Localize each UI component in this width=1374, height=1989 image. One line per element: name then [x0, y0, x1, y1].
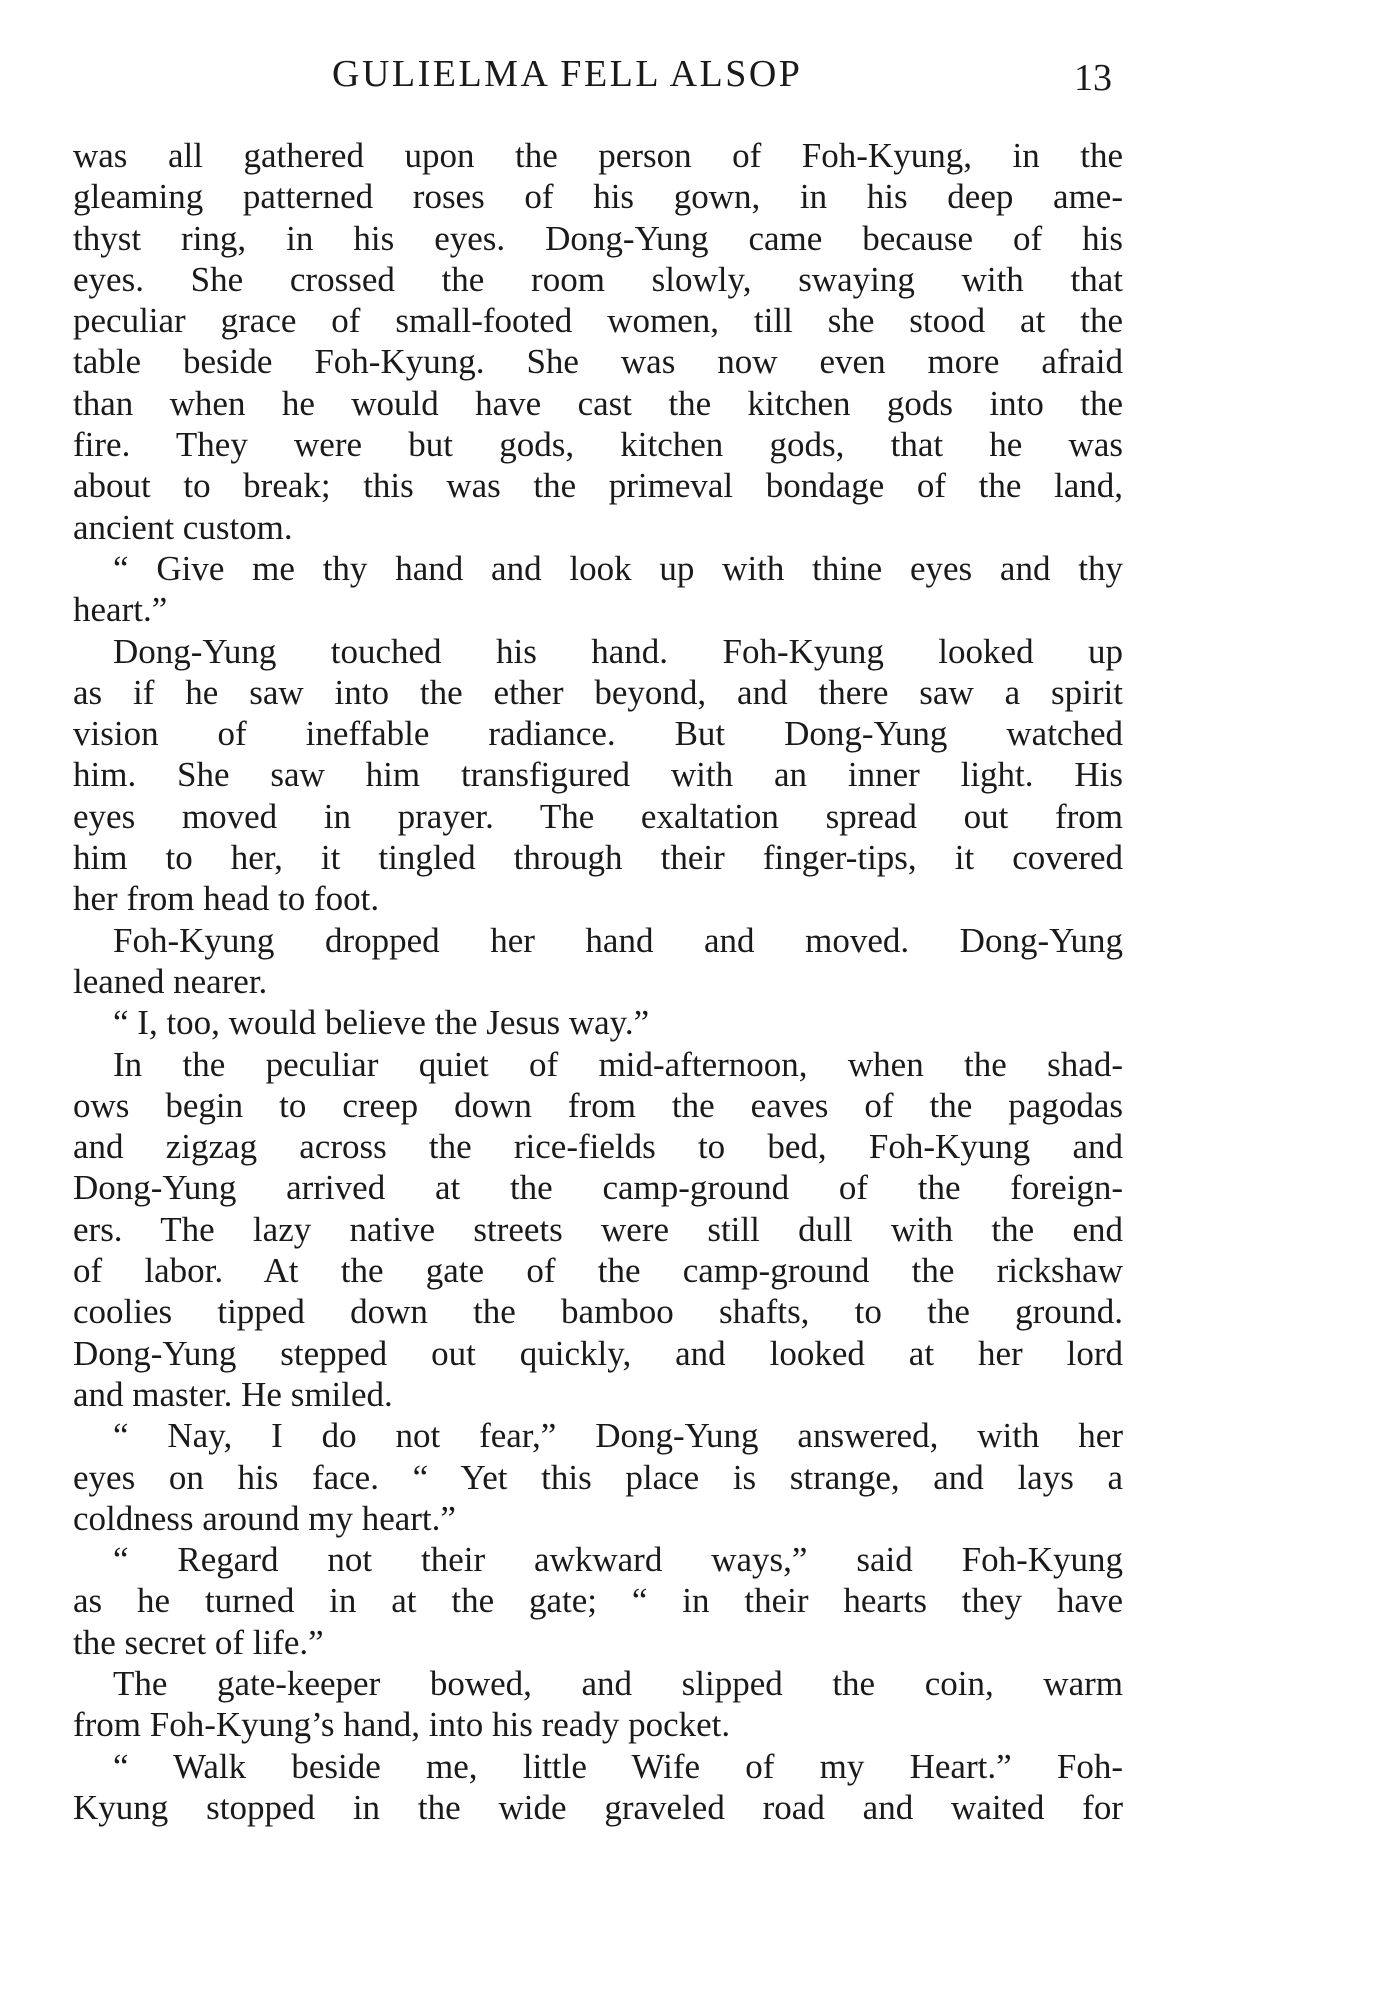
text-line: “ Regard not their awkward ways,” said Foh-Kyung	[113, 1540, 1123, 1580]
text-line: “ I, too, would believe the Jesus way.”	[113, 1003, 650, 1043]
text-line: him. She saw him transfigured with an inner light. His	[73, 755, 1123, 795]
text-line: gleaming patterned roses of his gown, in his deep ame-	[73, 177, 1123, 217]
text-line: In the peculiar quiet of mid-afternoon, when the shad-	[113, 1044, 1123, 1084]
running-title: GULIELMA FELL ALSOP	[332, 53, 803, 95]
text-line: vision of ineffable radiance. But Dong-Yung watched	[73, 714, 1123, 754]
text-line: of labor. At the gate of the camp-ground the rickshaw	[73, 1251, 1123, 1291]
text-line: the secret of life.”	[73, 1622, 324, 1662]
text-line: Foh-Kyung dropped her hand and moved. Dong-Yung	[113, 920, 1123, 960]
text-line: peculiar grace of small-footed women, till she stood at the	[73, 301, 1123, 341]
text-line: “ Walk beside me, little Wife of my Heart.” Foh-	[113, 1746, 1123, 1786]
text-line: thyst ring, in his eyes. Dong-Yung came because of his	[73, 218, 1123, 258]
text-line: and zigzag across the rice-fields to bed, Foh-Kyung and	[73, 1127, 1123, 1167]
text-line: “ Nay, I do not fear,” Dong-Yung answered, with her	[113, 1416, 1123, 1456]
text-line: “ Give me thy hand and look up with thine eyes and thy	[113, 548, 1123, 588]
text-line: eyes. She crossed the room slowly, swaying with that	[73, 259, 1123, 299]
text-line: ows begin to creep down from the eaves of the pagodas	[73, 1085, 1123, 1125]
text-line: about to break; this was the primeval bondage of the land,	[73, 466, 1123, 506]
text-line: ancient custom.	[73, 507, 293, 547]
text-line: Dong-Yung stepped out quickly, and looked at her lord	[73, 1333, 1123, 1373]
text-line: ers. The lazy native streets were still dull with the end	[73, 1209, 1123, 1249]
text-line: was all gathered upon the person of Foh-Kyung, in the	[73, 136, 1123, 175]
text-line: eyes moved in prayer. The exaltation spread out from	[73, 796, 1123, 836]
text-line: eyes on his face. “ Yet this place is strange, and lays a	[73, 1457, 1123, 1497]
text-line: Kyung stopped in the wide graveled road and waited for	[73, 1787, 1123, 1827]
text-line: her from head to foot.	[73, 879, 380, 919]
text-line: heart.”	[73, 590, 168, 630]
text-line: coldness around my heart.”	[73, 1498, 456, 1538]
running-head	[0, 52, 1374, 102]
text-line: from Foh-Kyung’s hand, into his ready pocket.	[73, 1705, 731, 1745]
text-line: leaned nearer.	[73, 961, 268, 1001]
text-line: as he turned in at the gate; “ in their hearts they have	[73, 1581, 1123, 1621]
text-line: Dong-Yung arrived at the camp-ground of the foreign-	[73, 1168, 1123, 1208]
text-line: fire. They were but gods, kitchen gods, that he was	[73, 425, 1123, 465]
page-number: 13	[1074, 57, 1112, 99]
text-line: table beside Foh-Kyung. She was now even more afraid	[73, 342, 1123, 382]
text-line: The gate-keeper bowed, and slipped the coin, warm	[113, 1663, 1123, 1703]
text-line: as if he saw into the ether beyond, and there saw a spirit	[73, 672, 1123, 712]
text-line: Dong-Yung touched his hand. Foh-Kyung looked up	[113, 631, 1123, 671]
body-text	[73, 135, 1123, 1828]
text-line: him to her, it tingled through their finger-tips, it covered	[73, 838, 1123, 878]
text-line: than when he would have cast the kitchen gods into the	[73, 383, 1123, 423]
text-line: and master. He smiled.	[73, 1374, 393, 1414]
text-line: coolies tipped down the bamboo shafts, to the ground.	[73, 1292, 1123, 1332]
